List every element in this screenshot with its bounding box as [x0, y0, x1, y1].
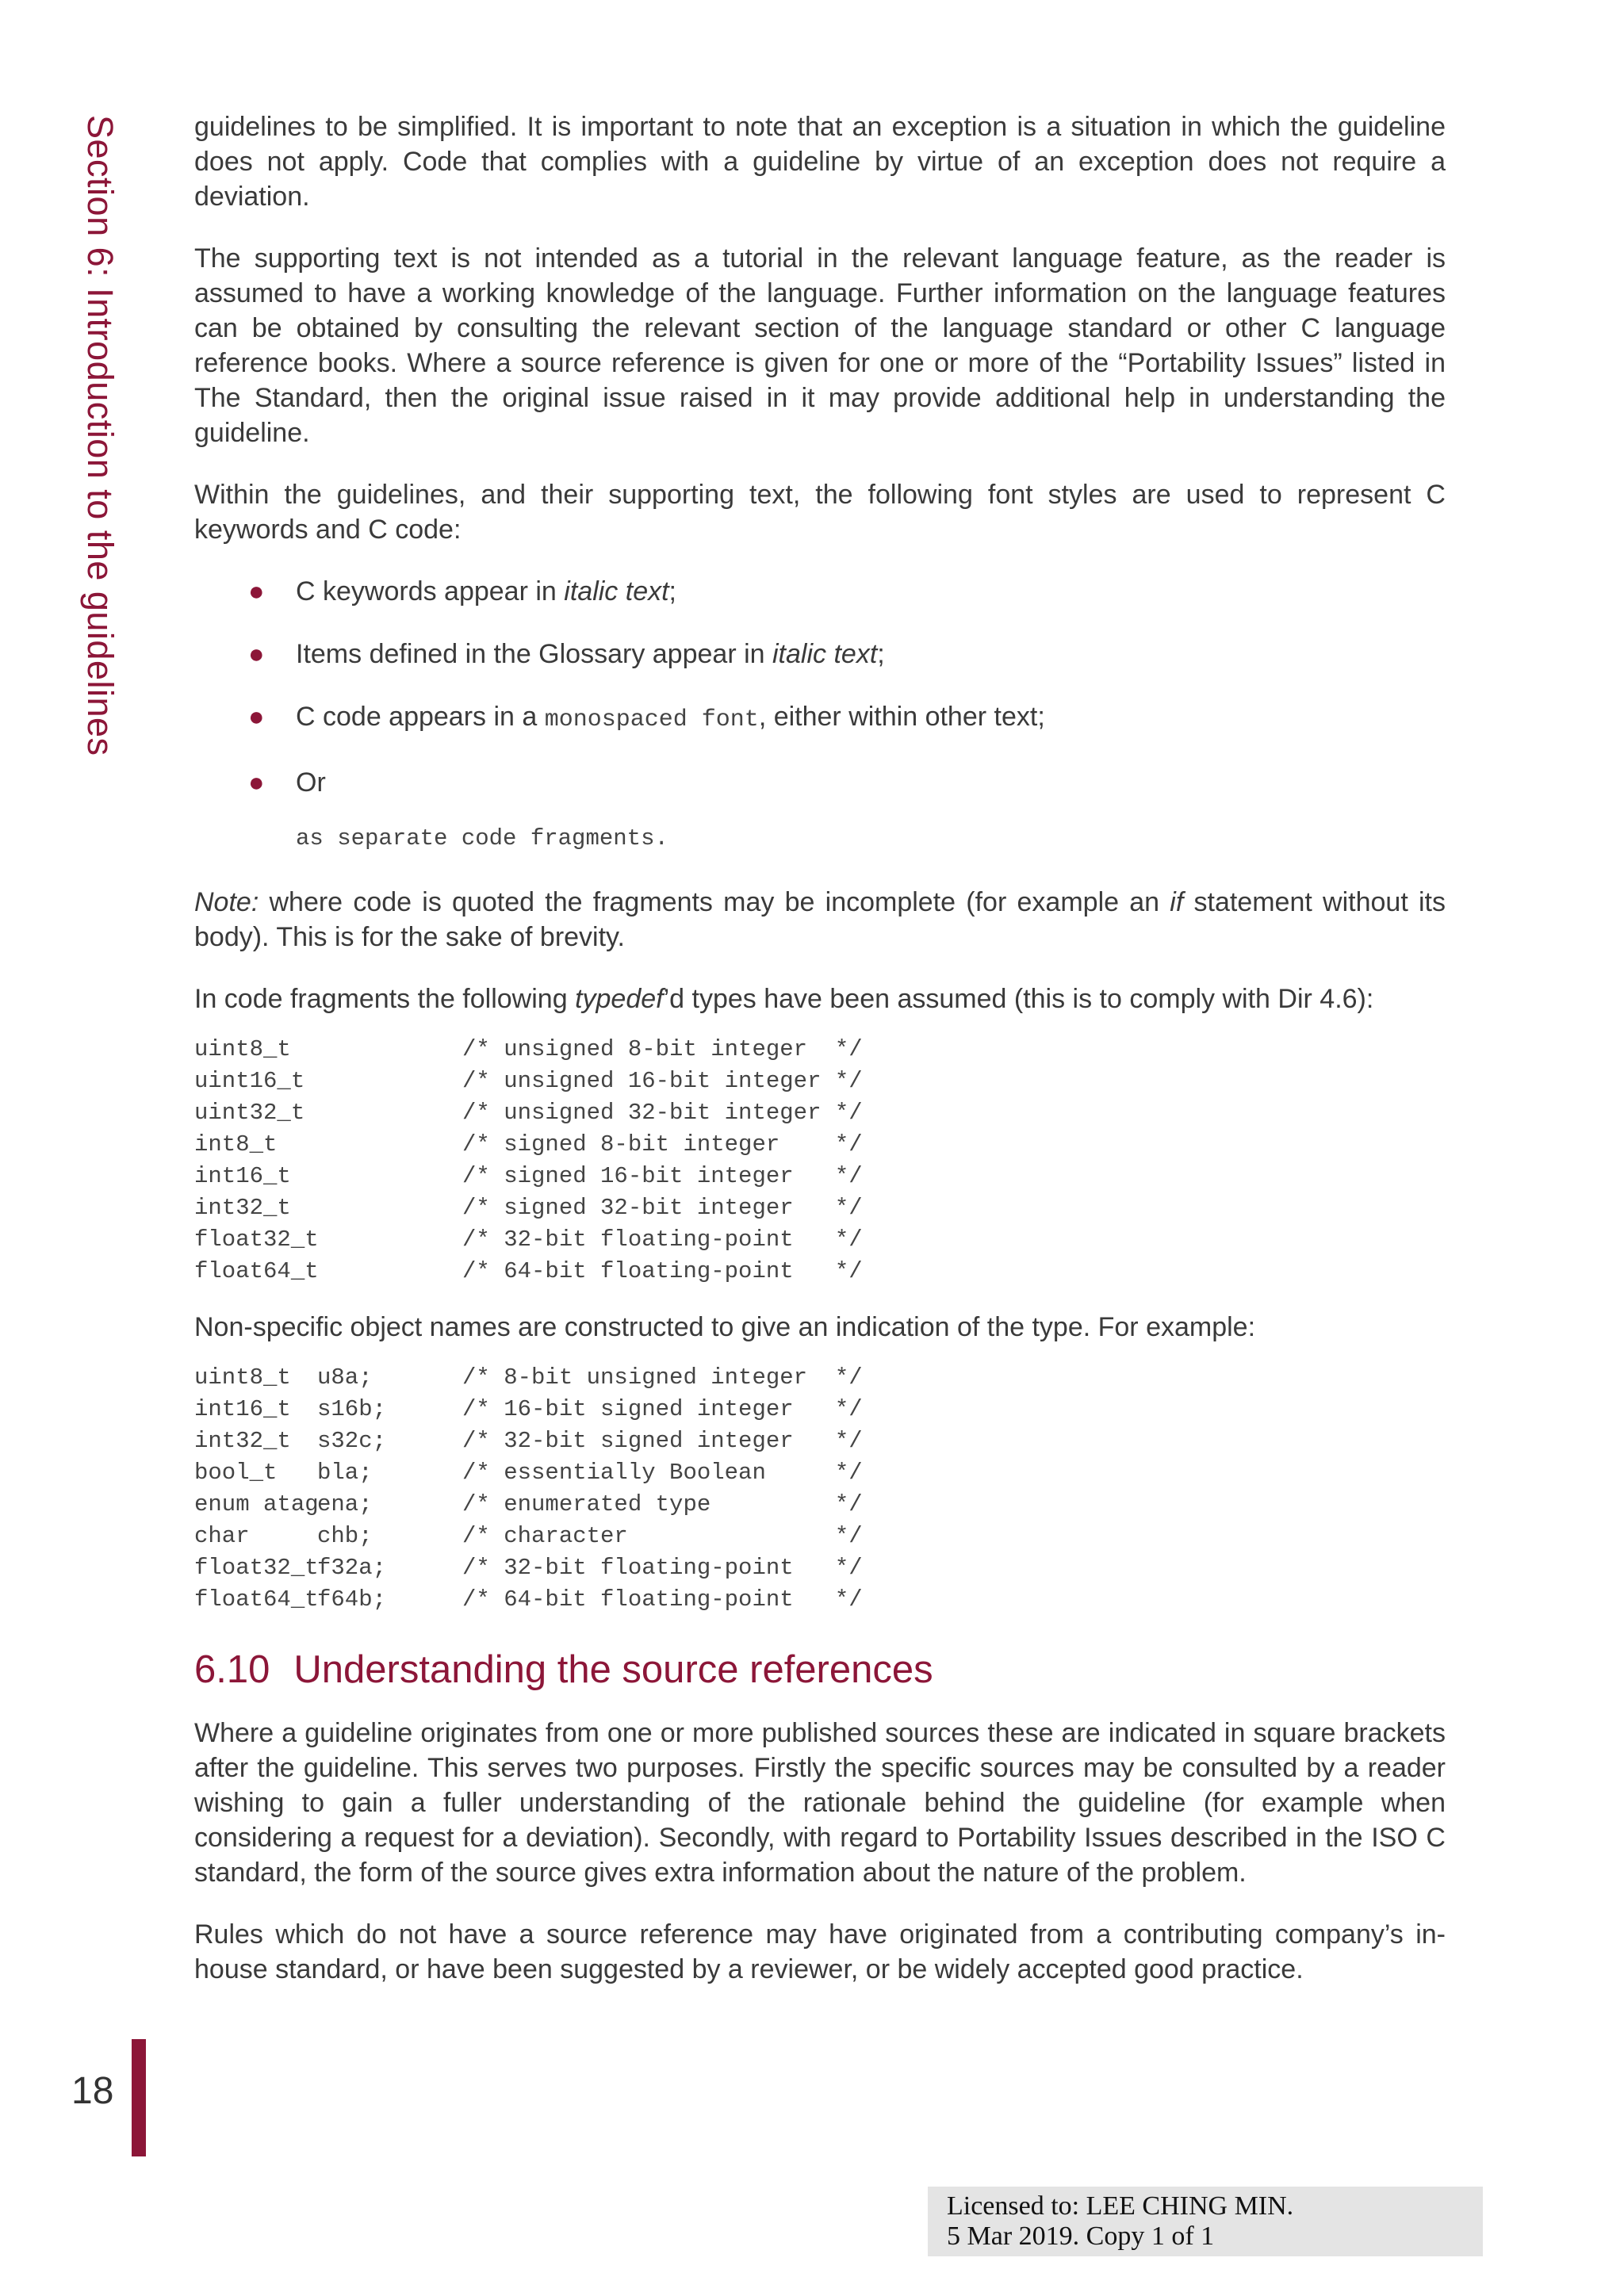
section-heading: [194, 1647, 1446, 1692]
code-row: bool_t bla; /* essentially Boolean */: [194, 1460, 863, 1486]
code-row: float32_t f32a; /* 32-bit floating-point */: [194, 1555, 863, 1581]
bullet-icon: ●: [248, 639, 265, 669]
code-row: char chb; /* character */: [194, 1523, 863, 1549]
code-row: int16_t /* signed 16-bit integer */: [194, 1163, 863, 1189]
font-style-list: [194, 574, 1446, 800]
code-row: uint8_t /* unsigned 8-bit integer */: [194, 1036, 863, 1062]
code-row: float32_t /* 32-bit floating-point */: [194, 1226, 863, 1253]
code-fragment-example: as separate code fragments.: [296, 825, 668, 851]
paragraph-font-styles: Within the guidelines, and their supporting text, the following font styles are used to represent C keywords and C code:: [194, 480, 1446, 545]
code-row: uint16_t /* unsigned 16-bit integer */: [194, 1068, 863, 1094]
paragraph-exceptions: guidelines to be simplified. It is important to note that an exception is a situation in which the guideline does not apply. Code that complies with a guideline by virtue of an exception does not require a deviation.: [194, 112, 1446, 212]
page-number: 18: [71, 2070, 114, 2112]
section-title: Understanding the source references: [293, 1648, 933, 1691]
license-stamp: [928, 2187, 1483, 2256]
section-side-title: Section 6: Introduction to the guidelines: [80, 115, 121, 756]
code-row: uint8_t u8a; /* 8-bit unsigned integer */: [194, 1364, 863, 1391]
code-row: float64_t /* 64-bit floating-point */: [194, 1258, 863, 1284]
page-accent-bar: [132, 2039, 146, 2156]
object-names-code-block: [194, 1362, 1446, 1616]
paragraph-supporting-text: The supporting text is not intended as a tutorial in the relevant language feature, as the reader is assumed to have a working knowledge of the language. Further information on the language features can be obtained by consulting the relevant section of the language standard or other C language reference books. Where a source reference is given for one or more of the “Portability Issues” listed in The Standard, then the original issue raised in it may provide additional help in understanding the guideline.: [194, 243, 1446, 448]
bullet-icon: ●: [248, 702, 265, 732]
code-row: uint32_t /* unsigned 32-bit integer */: [194, 1100, 863, 1126]
license-line-2: 5 Mar 2019. Copy 1 of 1: [947, 2221, 1215, 2251]
paragraph-source-references: Where a guideline originates from one or more published sources these are indicated in square brackets after the guideline. This serves two purposes. Firstly the specific sources may be consulted by a reader wishing to gain a fuller understanding of the rationale behind the guideline (for example when considering a request for a deviation). Secondly, with regard to Portability Issues described in the ISO C standard, the form of the source gives extra information about the nature of the problem.: [194, 1718, 1446, 1888]
code-row: int32_t /* signed 32-bit integer */: [194, 1195, 863, 1221]
list-item: ● C keywords appear in italic text;: [194, 574, 1446, 609]
list-item: ● Items defined in the Glossary appear in italic text;: [194, 637, 1446, 672]
typedef-code-block: [194, 1034, 1446, 1288]
code-row: int8_t /* signed 8-bit integer */: [194, 1131, 863, 1158]
page-content: [194, 109, 1446, 2014]
code-row: int32_t s32c; /* 32-bit signed integer */: [194, 1428, 863, 1454]
license-line-1: Licensed to: LEE CHING MIN.: [947, 2191, 1294, 2221]
code-row: enum atag ena; /* enumerated type */: [194, 1491, 863, 1517]
paragraph-typedef-intro: In code fragments the following typedef’d types have been assumed (this is to comply with Dir 4.6):: [194, 984, 1374, 1014]
paragraph-note: Note: where code is quoted the fragments may be incomplete (for example an if statement without its body). This is for the sake of brevity.: [194, 887, 1446, 952]
bullet-icon: ●: [248, 576, 265, 607]
bullet-icon: ●: [248, 767, 265, 798]
paragraph-no-source-reference: Rules which do not have a source reference may have originated from a contributing company’s in-house standard, or have been suggested by a reviewer, or be widely accepted good practice.: [194, 1919, 1446, 1984]
paragraph-names-intro: Non-specific object names are constructed to give an indication of the type. For example:: [194, 1312, 1256, 1342]
list-item: ● C code appears in a monospaced font, either within other text;: [194, 699, 1446, 737]
section-number: 6.10: [194, 1648, 270, 1691]
list-item: ● Or: [194, 765, 1446, 800]
code-row: float64_t f64b; /* 64-bit floating-point */: [194, 1586, 863, 1613]
code-row: int16_t s16b; /* 16-bit signed integer */: [194, 1396, 863, 1422]
